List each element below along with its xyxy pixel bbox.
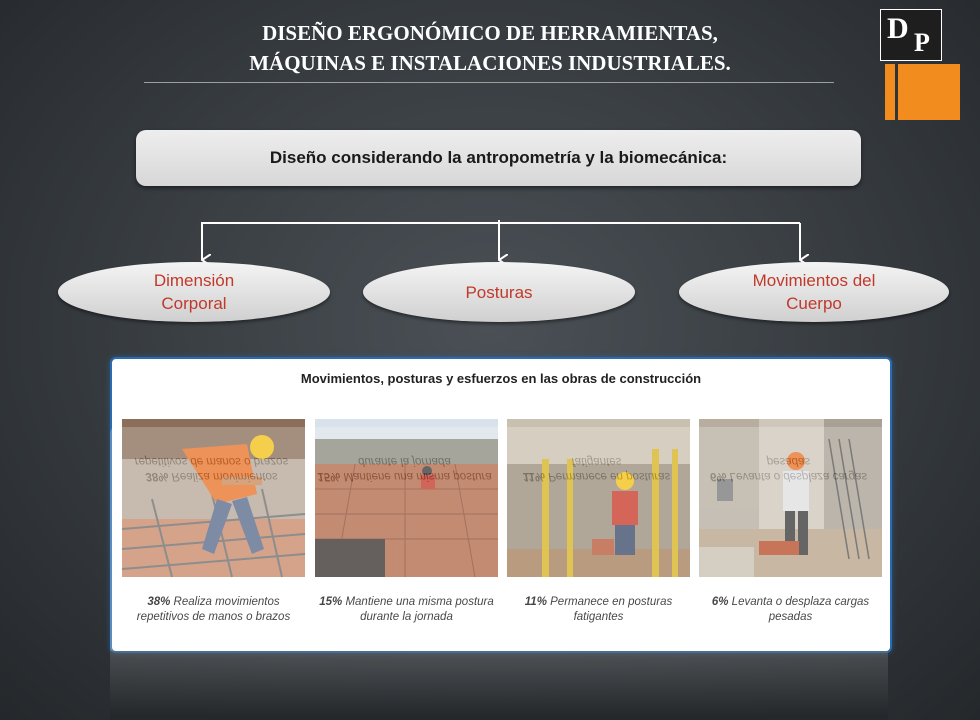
- caption-1-percent: 38%: [147, 596, 171, 608]
- branch-movimientos-del-cuerpo: Movimientos del Cuerpo: [679, 262, 949, 322]
- caption-2-text: Mantiene una misma postura durante la jornada: [342, 596, 494, 623]
- diagram-header: Diseño considerando la antropometría y la biomecánica:: [136, 130, 861, 186]
- reflection-caption-1-percent: 38%: [145, 470, 169, 482]
- caption-2-percent: 15%: [319, 596, 343, 608]
- slide-title-line-2: MÁQUINAS E INSTALACIONES INDUSTRIALES.: [249, 51, 731, 75]
- caption-1-text: Realiza movimientos repetitivos de manos o brazos: [136, 596, 291, 623]
- title-underline: [144, 82, 834, 83]
- reflection-caption-4: [697, 453, 880, 483]
- reflection-caption-2: [313, 453, 496, 483]
- reflection-fade: [110, 651, 888, 720]
- orange-accent-bar: [885, 64, 895, 120]
- slide-title: [0, 18, 980, 78]
- reflection-caption-2-percent: 15%: [317, 470, 341, 482]
- caption-4-text: Levanta o desplaza cargas pesadas: [728, 596, 870, 623]
- reflection-caption-1: [120, 453, 303, 483]
- reflection-caption-3-text: Permanece en posturas fatigantes: [544, 455, 671, 482]
- diagram-connector: [0, 210, 960, 270]
- branch-posturas: Posturas: [363, 262, 635, 322]
- caption-3-percent: 11%: [524, 596, 547, 608]
- reflection-caption-3: [505, 453, 688, 483]
- reflection-caption-2-text: Mantiene una misma postura durante la jornada: [340, 455, 492, 482]
- logo-letter-p: P: [914, 28, 930, 57]
- logo-letter-d: D: [887, 12, 909, 45]
- branch-dimension-corporal: Dimensión Corporal: [58, 262, 330, 322]
- reflection-caption-4-text: Levanta o desplaza cargas pesadas: [726, 455, 868, 482]
- figure-reflection: [110, 455, 888, 720]
- reflection-caption-4-percent: 6%: [709, 470, 727, 482]
- reflection-caption-3-percent: 11%: [522, 470, 545, 482]
- dp-logo: [880, 9, 942, 61]
- reflection-caption-1-text: Realiza movimientos repetitivos de manos o brazos: [134, 455, 289, 482]
- caption-4-percent: 6%: [711, 596, 729, 608]
- figure-title: Movimientos, posturas y esfuerzos en las obras de construcción: [300, 371, 702, 386]
- slide-title-line-1: DISEÑO ERGONÓMICO DE HERRAMIENTAS,: [262, 21, 718, 45]
- caption-3-text: Permanece en posturas fatigantes: [546, 596, 673, 623]
- orange-accent-block: [898, 64, 960, 120]
